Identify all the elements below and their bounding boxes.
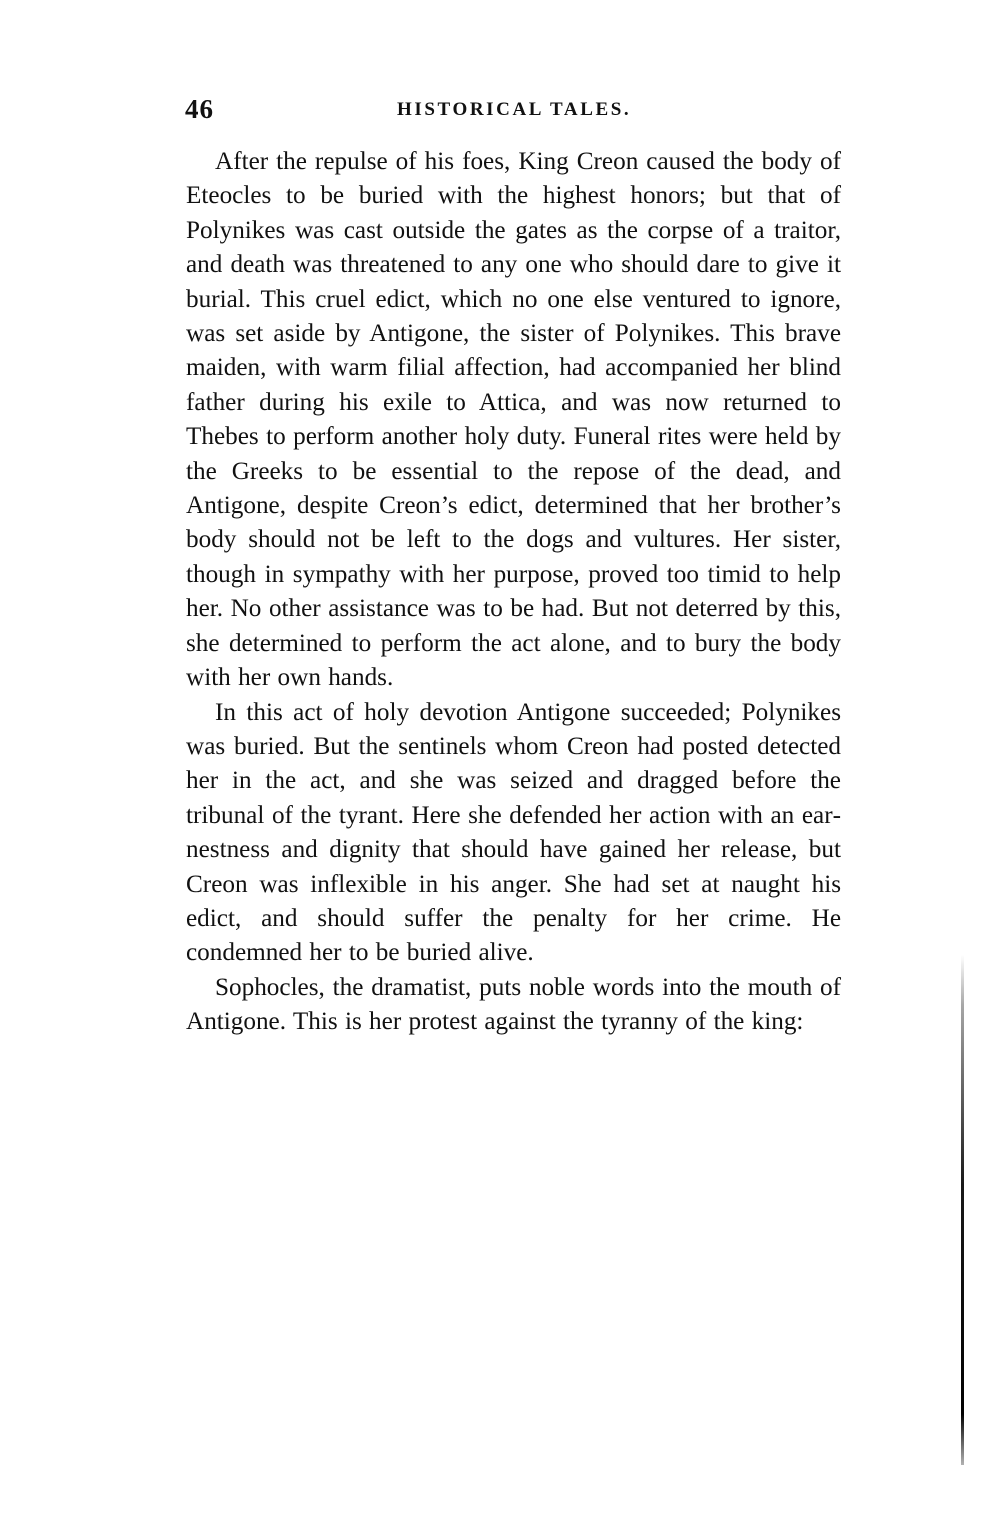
paragraph: In this act of holy devotion Antigone succeeded; Polynikes was buried. But the sentinels whom Creon had posted detected her in the act, and she was seized and dragged before the tribunal of the tyrant. Here she defended her action with an earnestness and dignity that should have gained her release, but Creon was inflexible in his anger. She had set at naught his edict, and should suffer the penalty for her crime. He condemned her to be buried alive. — [186, 698, 841, 967]
running-title: HISTORICAL TALES. — [397, 99, 632, 120]
binding-edge-shadow — [961, 955, 964, 1465]
page-number: 46 — [185, 94, 214, 124]
paragraph: After the repulse of his foes, King Creon caused the body of Eteocles to be buried with the highest honors; but that of Polynikes was cast outside the gates as the corpse of a traitor, and death was threatened to any one who should dare to give it burial. This cruel edict, which no one else ventured to ignore, was set aside by Antigone, the sister of Polynikes. This brave maiden, with warm filial affection, had accompanied her blind father during his exile to Attica, and was now returned to Thebes to perform another holy duty. Funeral rites were held by the Greeks to be essential to the repose of the dead, and Antigone, despite Creon’s edict, determined that her brother’s body should not be left to the dogs and vultures. Her sister, though in sympathy with her purpose, proved too timid to help her. No other assistance was to be had. But not deterred by this, she determined to perform the act alone, and to bury the body with her own hands. — [186, 148, 841, 692]
page-header — [185, 94, 840, 126]
body-text — [186, 145, 841, 1040]
paragraph: Sophocles, the dramatist, puts noble words into the mouth of Antigone. This is her protest against the tyranny of the king: — [186, 973, 841, 1036]
